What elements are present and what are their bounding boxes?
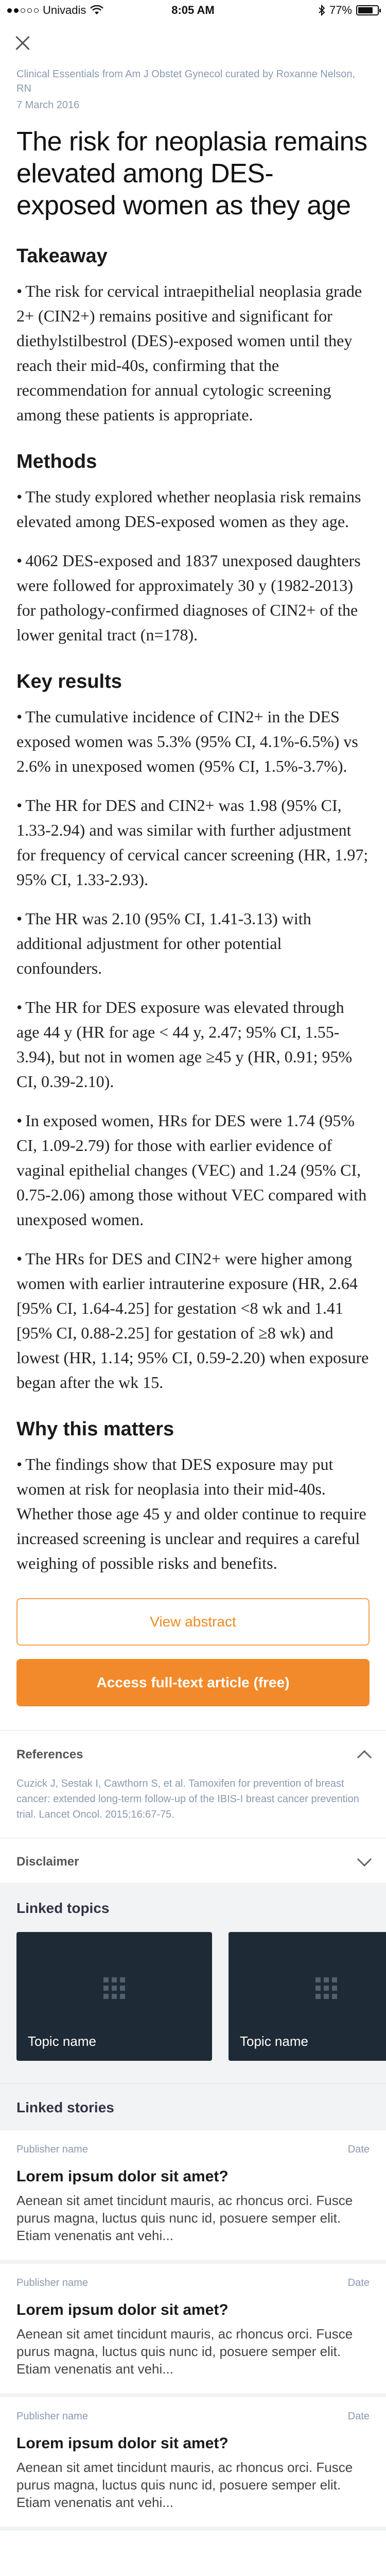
story-card[interactable] <box>0 2264 386 2397</box>
section-heading-methods: Methods <box>16 451 97 472</box>
disclaimer-label: Disclaimer <box>16 1855 79 1869</box>
story-date: Date <box>347 2144 370 2155</box>
bullet-paragraph: • In exposed women, HRs for DES were 1.74 (95% CI, 1.09-2.79) for those with earlier evidence of vaginal epithelial changes (VEC) and 1.24 (95% CI, 0.75-2.06) among those without VEC compared with unexposed women. <box>16 1111 367 1229</box>
article-date: 7 March 2016 <box>16 99 80 111</box>
status-time: 8:05 AM <box>171 4 215 16</box>
bullet-paragraph: • The HR for DES exposure was elevated through age 44 y (HR for age < 44 y, 2.47; 95% CI, 1.55-3.94), but not in women age ≥45 y (HR, 0.91; 95% CI, 0.39-2.10). <box>16 998 353 1091</box>
battery-percent: 77% <box>329 4 352 16</box>
chevron-down-icon <box>357 1852 372 1867</box>
references-toggle[interactable] <box>0 1731 386 1776</box>
story-excerpt: Aenean sit amet tincidunt mauris, ac rhoncus orci. Fusce purus magna, luctus quis nunc id, posuere semper elit. Etiam venenatis ant vehi... <box>16 2193 353 2243</box>
story-date: Date <box>347 2277 370 2289</box>
bullet-paragraph: • The study explored whether neoplasia risk remains elevated among DES-exposed women as they age. <box>16 487 361 531</box>
story-card[interactable] <box>0 2397 386 2531</box>
topic-carousel[interactable] <box>0 1932 386 2061</box>
publisher-name: Publisher name <box>16 2411 88 2422</box>
top-bar <box>0 21 386 65</box>
bluetooth-icon <box>318 5 325 16</box>
reference-text: Cuzick J, Sestak I, Cawthorn S, et al. Tamoxifen for prevention of breast cancer: extended long-term follow-up of the IBIS-I breast cancer prevention trial. Lancet Oncol. 2015;16:67-75. <box>16 1778 359 1820</box>
view-abstract-button[interactable]: View abstract <box>16 1598 370 1646</box>
story-headline: Lorem ipsum dolor sit amet? <box>16 2168 229 2185</box>
grid-icon <box>315 1977 337 1999</box>
full-text-button[interactable]: Access full-text article (free) <box>16 1659 370 1706</box>
close-icon[interactable] <box>12 32 33 53</box>
story-meta <box>16 2144 370 2156</box>
bullet-paragraph: • The HRs for DES and CIN2+ were higher among women with earlier intrauterine exposure (HR, 2.64 [95% CI, 1.64-4.25] for gestation <8 wk and 1.41 [95% CI, 0.88-2.25] for gestation of ≥8 wk) and lowest (HR, 1.14; 95% CI, 0.59-2.20) when exposure began after the wk 15. <box>16 1249 369 1392</box>
bullet-paragraph: • The HR for DES and CIN2+ was 1.98 (95% CI, 1.33-2.94) and was similar with further adjustment for frequency of cervical cancer screening (HR, 1.97; 95% CI, 1.33-2.93). <box>16 796 369 889</box>
bullet-paragraph: • 4062 DES-exposed and 1837 unexposed daughters were followed for approximately 30 y (1982-2013) for pathology-confirmed diagnoses of CIN2+ of the lower genital tract (n=178). <box>16 551 361 644</box>
topic-card[interactable] <box>16 1932 212 2061</box>
signal-strength-icon <box>7 8 39 13</box>
bullet-paragraph: • The findings show that DES exposure may put women at risk for neoplasia into their mid-40s. Whether those age 45 y and older continue to require increased screening is unclear and requires a careful weighing of possible risks and benefits. <box>16 1455 366 1572</box>
section-heading-why-this-matters: Why this matters <box>16 1418 174 1440</box>
references-label: References <box>16 1748 83 1761</box>
story-excerpt: Aenean sit amet tincidunt mauris, ac rhoncus orci. Fusce purus magna, luctus quis nunc id, posuere semper elit. Etiam venenatis ant vehi... <box>16 2460 353 2510</box>
story-headline: Lorem ipsum dolor sit amet? <box>16 2301 229 2318</box>
topic-name: Topic name <box>240 2033 308 2049</box>
status-right <box>318 4 379 17</box>
story-card[interactable] <box>0 2130 386 2264</box>
linked-topics-heading: Linked topics <box>16 1900 110 1916</box>
publisher-name: Publisher name <box>16 2144 88 2155</box>
wifi-icon <box>90 5 103 15</box>
carrier-label: Univadis <box>43 4 86 16</box>
linked-stories-heading: Linked stories <box>16 2099 114 2115</box>
article-title: The risk for neoplasia remains elevated among DES-exposed women as they age <box>16 127 367 221</box>
story-date: Date <box>347 2411 370 2422</box>
status-bar <box>0 0 386 21</box>
story-excerpt: Aenean sit amet tincidunt mauris, ac rhoncus orci. Fusce purus magna, luctus quis nunc id, posuere semper elit. Etiam venenatis ant vehi... <box>16 2326 353 2377</box>
topic-name: Topic name <box>28 2033 96 2049</box>
section-heading-takeaway: Takeaway <box>16 245 108 267</box>
linked-topics-section <box>0 1883 386 2083</box>
topic-card[interactable] <box>229 1932 386 2061</box>
references-section <box>0 1730 386 1838</box>
battery-icon <box>356 5 379 15</box>
grid-icon <box>103 1977 125 1999</box>
disclaimer-toggle[interactable] <box>0 1838 386 1883</box>
bullet-paragraph: • The cumulative incidence of CIN2+ in the DES exposed women was 5.3% (95% CI, 4.1%-6.5%) vs 2.6% in unexposed women (95% CI, 1.5%-3.7%). <box>16 707 358 775</box>
linked-stories-section <box>0 2083 386 2531</box>
publisher-name: Publisher name <box>16 2277 88 2289</box>
story-meta <box>16 2277 370 2289</box>
section-heading-key-results: Key results <box>16 671 122 692</box>
battery-fill <box>358 7 373 13</box>
story-headline: Lorem ipsum dolor sit amet? <box>16 2435 229 2452</box>
story-meta <box>16 2411 370 2422</box>
bullet-paragraph: • The HR was 2.10 (95% CI, 1.41-3.13) with additional adjustment for other potential confounders. <box>16 909 311 977</box>
bullet-paragraph: • The risk for cervical intraepithelial neoplasia grade 2+ (CIN2+) remains positive and significant for diethylstilbestrol (DES)-exposed women until they reach their mid-40s, confirming that the recommendation for annual cytologic screening among these patients is appropriate. <box>16 282 362 424</box>
article-source: Clinical Essentials from Am J Obstet Gynecol curated by Roxanne Nelson, RN <box>16 69 356 94</box>
article <box>0 67 386 1575</box>
status-left <box>7 4 103 17</box>
chevron-up-icon <box>357 1750 372 1765</box>
